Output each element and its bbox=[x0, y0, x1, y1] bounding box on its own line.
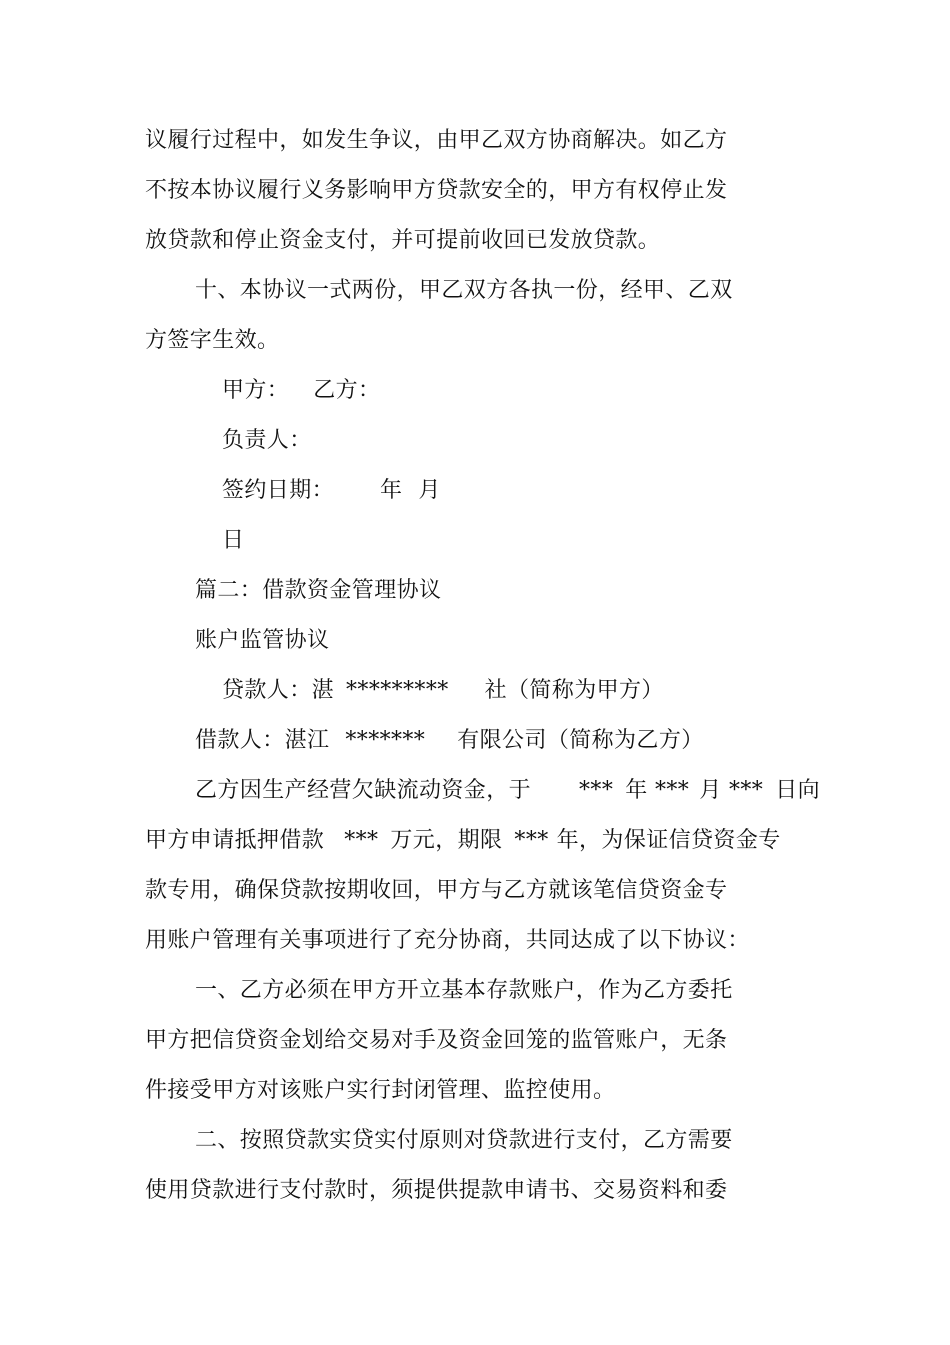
paragraph-line: 使用贷款进行支付款时，须提供提款申请书、交易资料和委 bbox=[145, 1178, 728, 1203]
clause-ten: 十、本协议一式两份，甲乙双方各执一份，经甲、乙双 bbox=[195, 278, 733, 303]
text-segment: 乙方因生产经营欠缺流动资金，于 bbox=[195, 778, 532, 803]
paragraph-line bbox=[195, 776, 820, 806]
lender-mask: ********* bbox=[346, 678, 449, 703]
section-title: 篇二：借款资金管理协议 bbox=[195, 578, 442, 603]
masked-value: *** bbox=[579, 778, 614, 803]
responsible-person-label: 负责人： bbox=[222, 428, 312, 453]
masked-value: *** bbox=[344, 828, 379, 853]
paragraph-line: 不按本协议履行义务影响甲方贷款安全的，甲方有权停止发 bbox=[145, 178, 728, 203]
text-segment: 日向 bbox=[775, 778, 821, 803]
borrower-line bbox=[195, 726, 704, 756]
text-segment: 万元，期限 bbox=[390, 828, 503, 853]
party-b-label: 乙方： bbox=[313, 378, 381, 403]
paragraph-line: 用账户管理有关事项进行了充分协商，共同达成了以下协议： bbox=[145, 928, 750, 953]
clause-two: 二、按照贷款实贷实付原则对贷款进行支付，乙方需要 bbox=[195, 1128, 733, 1153]
section-subtitle: 账户监管协议 bbox=[195, 628, 330, 653]
clause-one: 一、乙方必须在甲方开立基本存款账户，作为乙方委托 bbox=[195, 978, 733, 1003]
borrower-prefix: 借款人：湛江 bbox=[195, 728, 330, 753]
paragraph-line bbox=[145, 826, 781, 856]
lender-line bbox=[222, 676, 664, 706]
paragraph-line: 放贷款和停止资金支付，并可提前收回已发放贷款。 bbox=[145, 228, 661, 253]
borrower-suffix: 有限公司（简称为乙方） bbox=[457, 728, 704, 753]
signing-date-label: 签约日期： bbox=[222, 478, 335, 503]
text-segment: 月 *** bbox=[699, 778, 764, 803]
text-segment: 甲方申请抵押借款 bbox=[145, 828, 325, 853]
lender-prefix: 贷款人：湛 bbox=[222, 678, 335, 703]
signature-parties bbox=[222, 376, 380, 406]
paragraph-line: 方签字生效。 bbox=[145, 328, 280, 353]
year-label: 年 bbox=[380, 478, 403, 503]
masked-value: *** bbox=[514, 828, 549, 853]
party-a-label: 甲方： bbox=[222, 378, 290, 403]
paragraph-line: 议履行过程中，如发生争议，由甲乙双方协商解决。如乙方 bbox=[145, 128, 728, 153]
lender-suffix: 社（简称为甲方） bbox=[484, 678, 664, 703]
paragraph-line: 甲方把信贷资金划给交易对手及资金回笼的监管账户，无条 bbox=[145, 1028, 728, 1053]
month-label: 月 bbox=[418, 478, 441, 503]
paragraph-line: 款专用，确保贷款按期收回，甲方与乙方就该笔信贷资金专 bbox=[145, 878, 728, 903]
text-segment: 年 *** bbox=[625, 778, 690, 803]
text-segment: 年，为保证信贷资金专 bbox=[556, 828, 781, 853]
paragraph-line: 件接受甲方对该账户实行封闭管理、监控使用。 bbox=[145, 1078, 616, 1103]
borrower-mask: ******* bbox=[345, 728, 426, 753]
signing-date bbox=[222, 476, 441, 506]
day-label: 日 bbox=[222, 528, 245, 553]
